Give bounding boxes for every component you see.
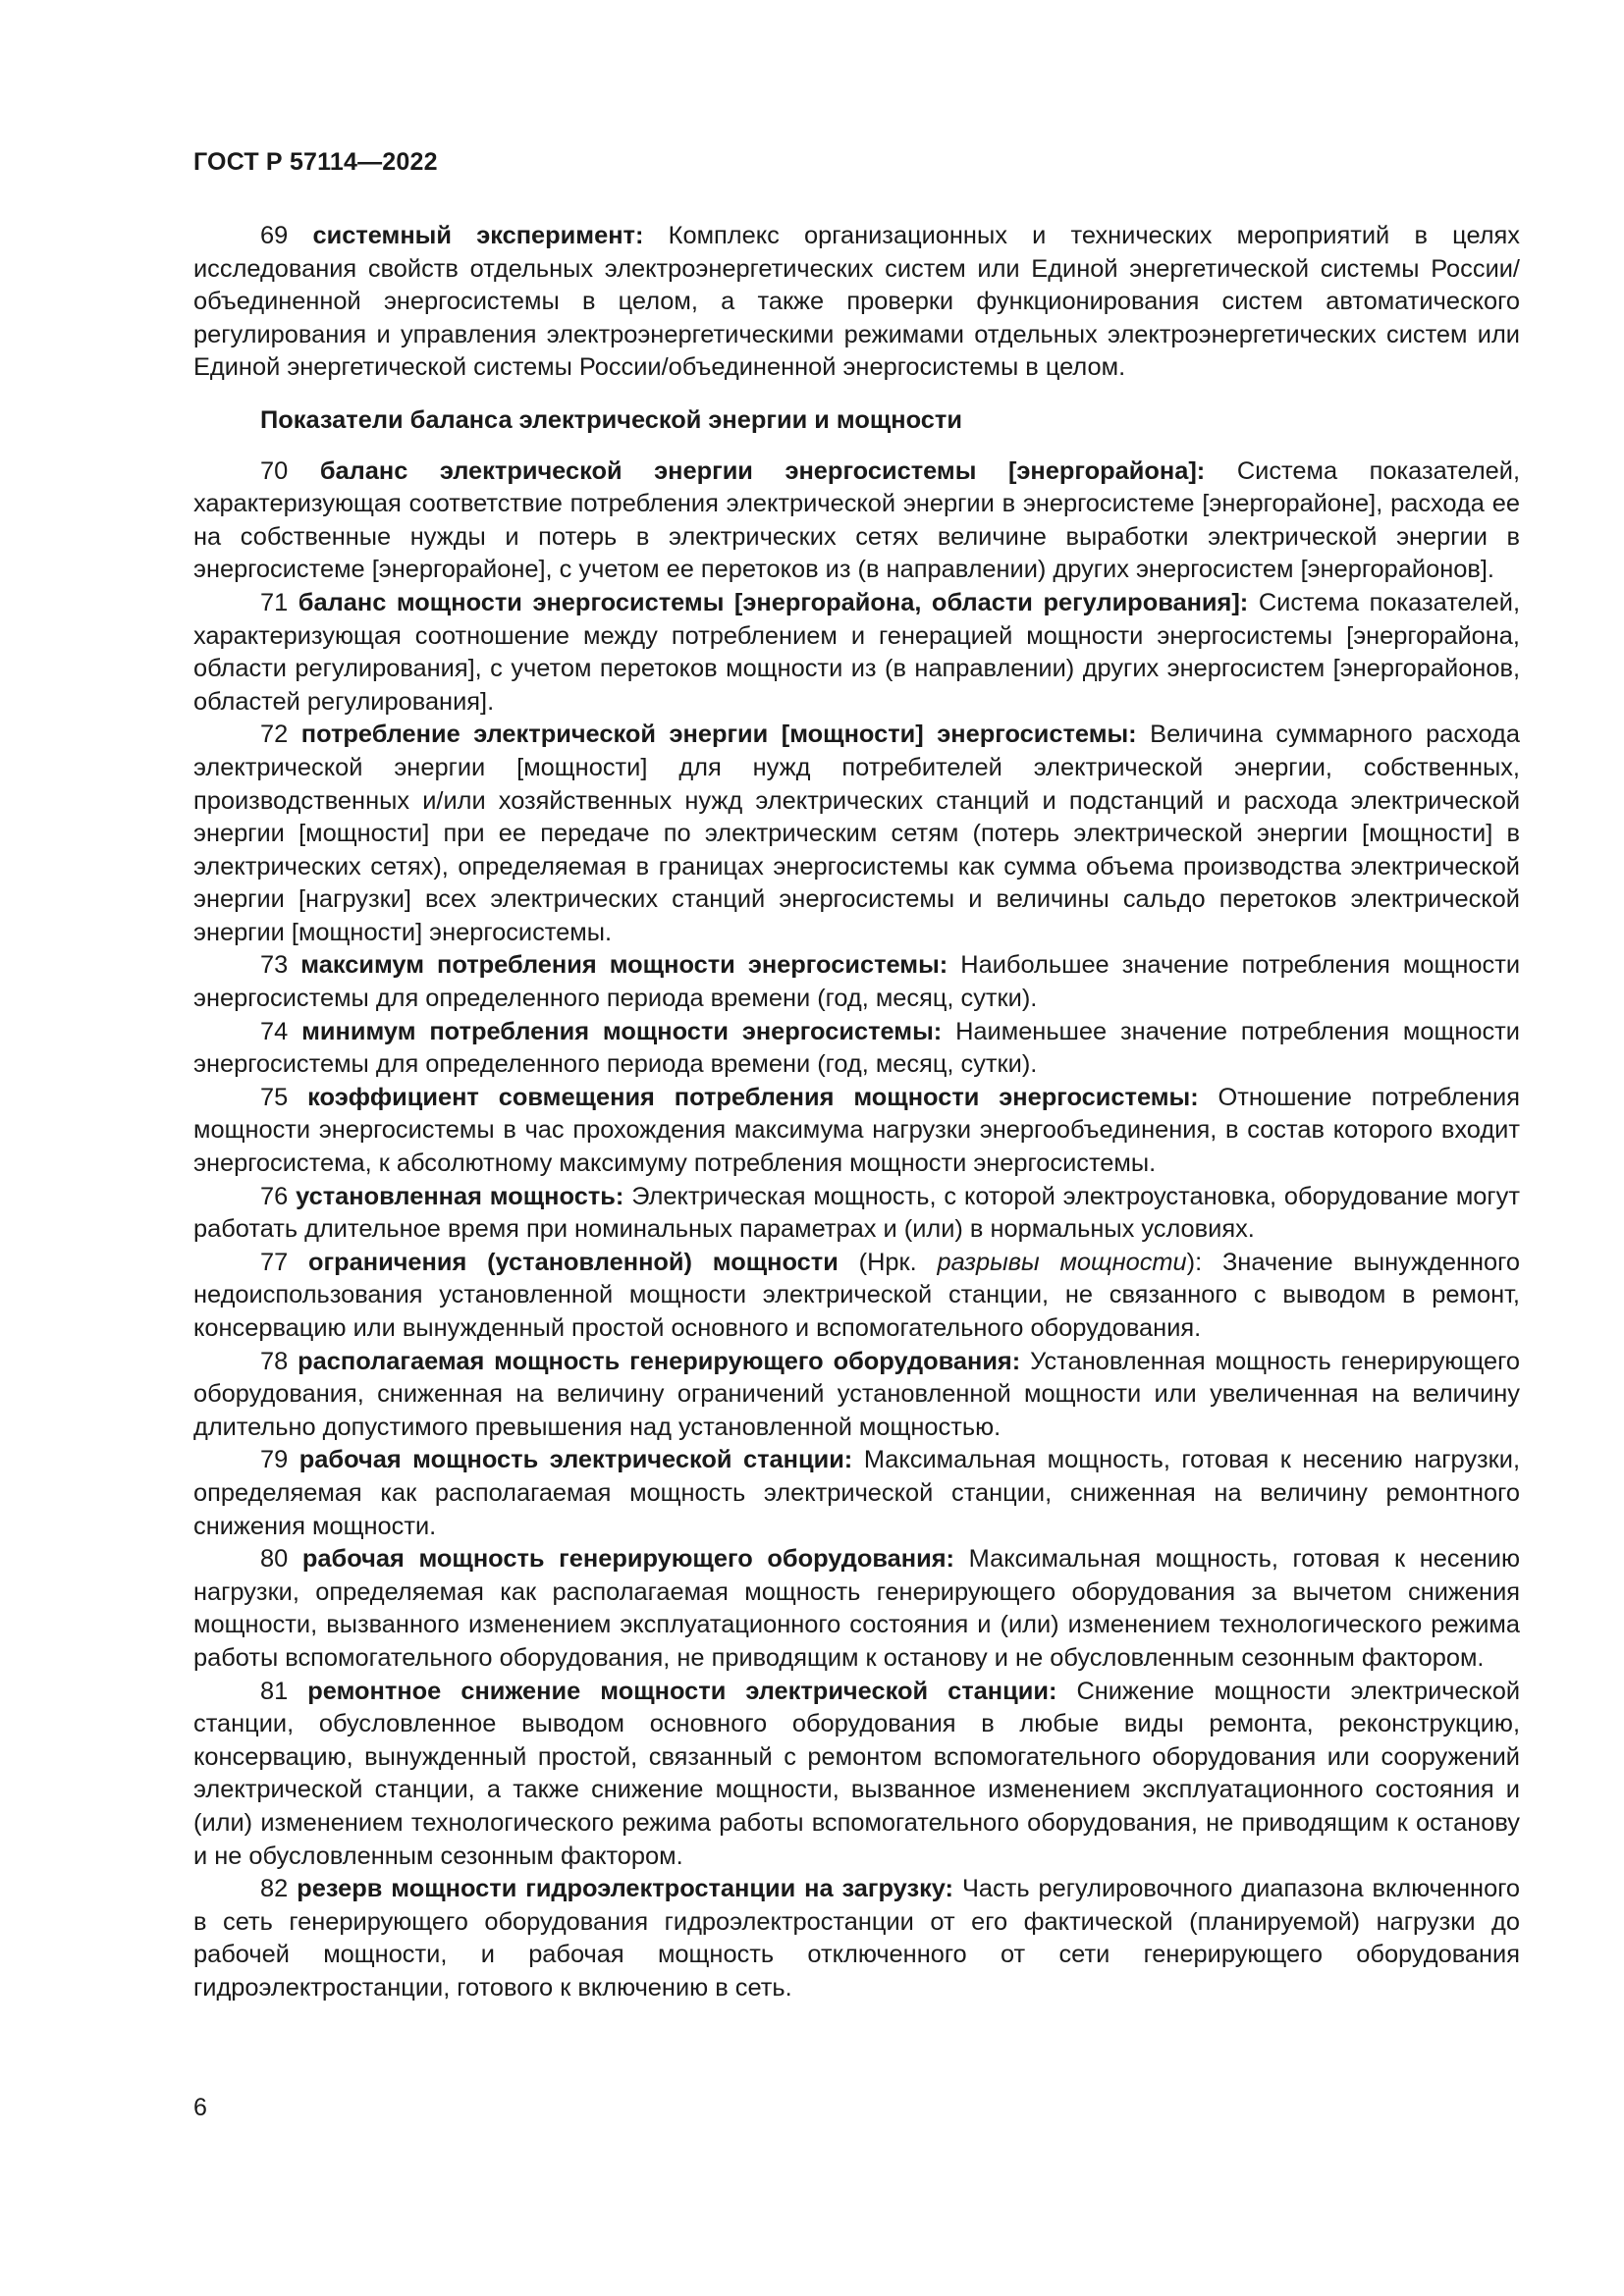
term-entry-78	[193, 1346, 1520, 1445]
term-entry-81	[193, 1676, 1520, 1874]
term-title: располагаемая мощность генерирующего оборудования:	[298, 1347, 1021, 1375]
terms-body	[193, 220, 1520, 2004]
term-title: рабочая мощность электрической станции:	[298, 1446, 853, 1474]
term-definition: Наименьшее значение потребления мощности энергосистемы для определенного периода времени (год, месяц, сутки).	[193, 1017, 1520, 1079]
term-entry-72	[193, 719, 1520, 949]
term-note-prefix: (Нрк.	[858, 1248, 938, 1276]
term-definition: Максимальная мощность, готовая к несению нагрузки, определяемая как располагаемая мощность электрической станции, сниженная на величину ремонтного снижения мощности.	[193, 1446, 1521, 1540]
term-note-suffix: ):	[1186, 1248, 1203, 1276]
term-definition: Величина суммарного расхода электрической энергии [мощности] для нужд потребителей электрической энергии, собственных, производственных и/или хозяйственных нужд электрических станций и подстанций и расхода электрической энергии [мощности] при ее передаче по электрическим сетям (потерь электрической энергии [мощности] в электрических сетях), определяемая в границах энергосистемы как сумма объема производства электрической энергии [нагрузки] всех электрических станций энергосистемы и величины сальдо перетоков электрической энергии [мощности] энергосистемы.	[193, 721, 1520, 946]
term-title: максимум потребления мощности энергосистемы:	[300, 951, 948, 980]
term-definition: Система показателей, характеризующая соотношение между потреблением и генерацией мощности энергосистемы [энергорайона, области регулирования], с учетом перетоков мощности из (в направлении) других энергосистем [энергорайонов, областей регулирования].	[193, 588, 1520, 716]
term-title: рабочая мощность генерирующего оборудования:	[301, 1545, 954, 1574]
term-entry-69	[193, 220, 1520, 385]
term-title: системный эксперимент:	[312, 222, 644, 249]
term-entry-79	[193, 1444, 1520, 1543]
term-definition: Комплекс организационных и технических мероприятий в целях исследования свойств отдельных электроэнергетических систем или Единой энергетической системы России/объединенной энергосистемы в целом, а также проверки функционирования систем автоматического регулирования и управления электроэнергетическими режимами отдельных электроэнергетических систем или Единой энергетической системы России/объединенной энергосистемы в целом.	[193, 222, 1520, 382]
term-number: 73	[260, 951, 289, 980]
term-title: ремонтное снижение мощности электрической станции:	[307, 1677, 1057, 1705]
term-entry-75	[193, 1082, 1520, 1181]
document-code-header: ГОСТ Р 57114—2022	[193, 148, 438, 176]
term-title: установленная мощность:	[296, 1182, 624, 1210]
term-number: 77	[260, 1248, 289, 1276]
term-definition: Наибольшее значение потребления мощности энергосистемы для определенного периода времени (год, месяц, сутки).	[193, 951, 1521, 1013]
term-title: баланс электрической энергии энергосистемы [энергорайона]:	[319, 456, 1206, 485]
term-title: потребление электрической энергии [мощности] энергосистемы:	[300, 721, 1137, 749]
term-definition: Электрическая мощность, с которой электроустановка, оборудование могут работать длительное время при номинальных параметрах и (или) в нормальных условиях.	[193, 1182, 1520, 1244]
term-number: 75	[260, 1083, 289, 1111]
term-entry-77	[193, 1247, 1520, 1346]
term-entry-74	[193, 1016, 1520, 1082]
term-entry-73	[193, 949, 1520, 1015]
term-definition: Максимальная мощность, готовая к несению нагрузки, определяемая как располагаемая мощность генерирующего оборудования за вычетом снижения мощности, вызванного изменением эксплуатационного состояния и (или) изменением технологического режима работы вспомогательного оборудования, не приводящим к останову и не обусловленным сезонным фактором.	[193, 1545, 1520, 1672]
section-heading: Показатели баланса электрической энергии и мощности	[260, 405, 962, 434]
term-number: 79	[260, 1446, 289, 1474]
term-definition: Значение вынужденного недоиспользования установленной мощности электрической станции, не связанного с выводом в ремонт, консервацию или вынужденный простой основного и вспомогательного оборудования.	[193, 1248, 1520, 1342]
term-definition: Снижение мощности электрической станции, обусловленное выводом основного оборудования в любые виды ремонта, реконструкцию, консервацию, вынужденный простой, связанный с ремонтом вспомогательного оборудования или сооружений электрической станции, а также снижение мощности, вызванное изменением эксплуатационного состояния и (или) изменением технологического режима работы вспомогательного оборудования, не приводящим к останову и не обусловленным сезонным фактором.	[193, 1677, 1521, 1870]
term-title: баланс мощности энергосистемы [энергорайона, области регулирования]:	[298, 588, 1249, 616]
term-number: 81	[260, 1677, 289, 1705]
term-number: 74	[260, 1017, 289, 1045]
term-number: 82	[260, 1875, 289, 1903]
term-number: 80	[260, 1545, 289, 1574]
term-definition: Установленная мощность генерирующего оборудования, сниженная на величину ограничений установленной мощности или увеличенная на величину длительно допустимого превышения над установленной мощностью.	[193, 1347, 1520, 1441]
term-title: минимум потребления мощности энергосистемы:	[301, 1017, 943, 1045]
term-definition: Часть регулировочного диапазона включенного в сеть генерирующего оборудования гидроэлектростанции от его фактической (планируемой) нагрузки до рабочей мощности, и рабочая мощность отключенного от сети генерирующего оборудования гидроэлектростанции, готового к включению в сеть.	[193, 1875, 1521, 2002]
page-number: 6	[193, 2094, 207, 2121]
deprecated-term: разрывы мощности	[937, 1248, 1187, 1276]
term-title: ограничения (установленной) мощности	[308, 1248, 839, 1276]
term-entry-82	[193, 1873, 1520, 2004]
term-number: 70	[260, 456, 289, 485]
term-entry-70	[193, 455, 1520, 587]
term-title: резерв мощности гидроэлектростанции на загрузку:	[297, 1875, 954, 1903]
term-number: 78	[260, 1347, 289, 1375]
term-number: 69	[260, 222, 289, 249]
term-entry-71	[193, 587, 1520, 719]
term-definition: Система показателей, характеризующая соответствие потребления электрической энергии в энергосистеме [энергорайоне], расхода ее на собственные нужды и потерь в электрических сетях величине выработки электрической энергии в энергосистеме [энергорайоне], с учетом ее перетоков из (в направлении) других энергосистем [энергорайонов].	[193, 456, 1521, 584]
term-title: коэффициент совмещения потребления мощности энергосистемы:	[307, 1083, 1199, 1111]
term-definition: Отношение потребления мощности энергосистемы в час прохождения максимума нагрузки энергообъединения, в состав которого входит энергосистема, к абсолютному максимуму потребления мощности энергосистемы.	[193, 1083, 1520, 1178]
term-entry-76	[193, 1181, 1520, 1247]
term-entry-80	[193, 1543, 1520, 1675]
term-number: 71	[260, 588, 289, 616]
term-number: 76	[260, 1182, 289, 1210]
term-number: 72	[260, 721, 289, 749]
